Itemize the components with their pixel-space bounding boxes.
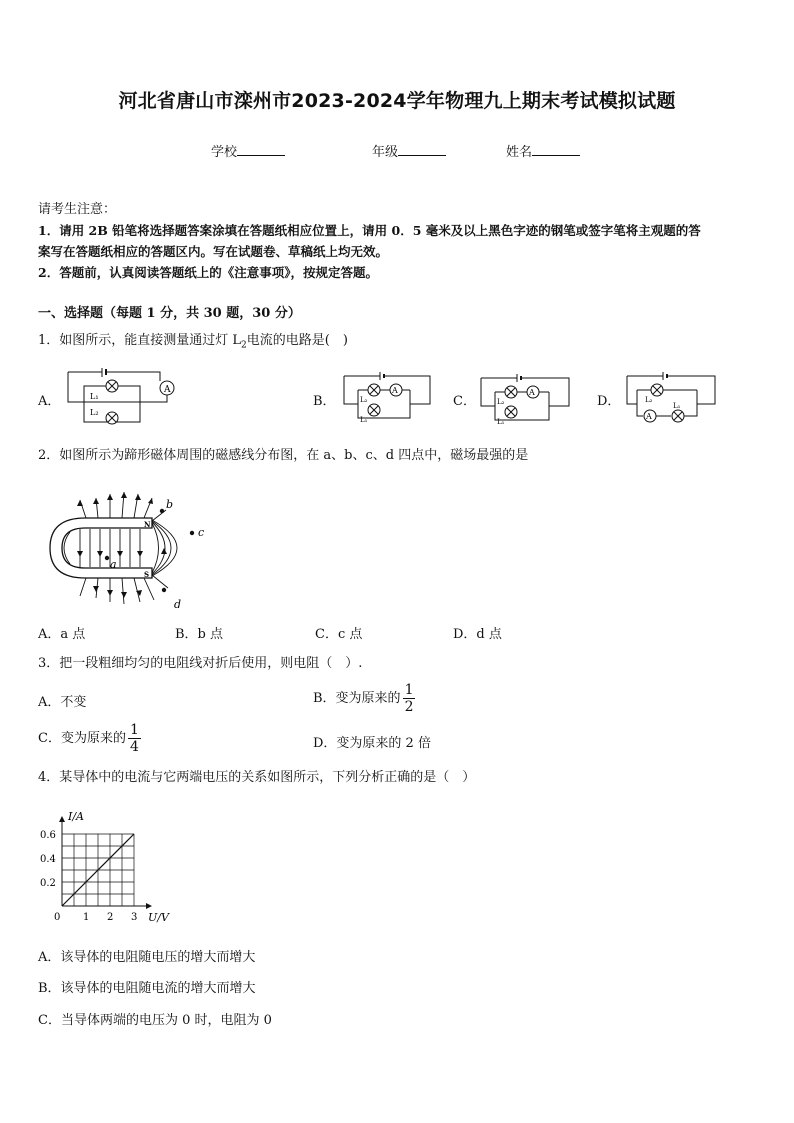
q4-option-c[interactable]: C．当导体两端的电压为 0 时，电阻为 0	[38, 1013, 272, 1028]
q1-option-c-label[interactable]: C．	[453, 394, 476, 409]
name-blank[interactable]	[532, 143, 580, 156]
question-3-stem: 3．把一段粗细均匀的电阻线对折后使用，则电阻（ ）.	[38, 656, 363, 671]
fraction-one-quarter: $\frac{1}{4}$	[129, 722, 139, 755]
point-b-label: b	[166, 498, 174, 511]
point-d-label: d	[174, 598, 182, 611]
x-tick-label: 0	[54, 912, 61, 923]
q3-option-d[interactable]: D．变为原来的 2 倍	[313, 736, 431, 751]
svg-text:S: S	[144, 570, 150, 579]
x-tick-label: 1	[83, 912, 90, 923]
svg-text:L₂: L₂	[90, 408, 99, 417]
page-title: 河北省唐山市滦州市2023-2024学年物理九上期末考试模拟试题	[118, 90, 676, 112]
q1-option-b-label[interactable]: B．	[313, 394, 336, 409]
notice-heading: 请考生注意：	[38, 202, 117, 217]
circuit-b-diagram	[340, 372, 435, 426]
svg-text:L₂: L₂	[645, 396, 653, 404]
notice-item-1: 1．请用 2B 铅笔将选择题答案涂填在答题纸相应位置上，请用 0．5 毫米及以上黑色字迹的钢笔或签字笔将主观题的答	[38, 223, 701, 238]
fraction-one-half: $\frac{1}{2}$	[404, 682, 414, 715]
name-field[interactable]	[506, 141, 580, 160]
x-tick-label: 2	[107, 912, 114, 923]
point-c-label: c	[198, 526, 205, 539]
x-axis-label: U/V	[148, 911, 169, 924]
y-tick-label: 0.6	[40, 830, 56, 841]
circuit-a-diagram	[64, 368, 184, 428]
q2-option-a[interactable]: A．a 点	[38, 627, 86, 642]
svg-text:L₁: L₁	[90, 392, 99, 401]
school-blank[interactable]	[237, 143, 285, 156]
question-1-stem: 1．如图所示，能直接测量通过灯 $L_2$电流的电路是( )	[38, 333, 348, 351]
q1-option-a-label[interactable]: A．	[38, 394, 61, 409]
q4-option-a[interactable]: A．该导体的电阻随电压的增大而增大	[38, 950, 256, 965]
x-tick-label: 3	[131, 912, 138, 923]
grade-blank[interactable]	[398, 143, 446, 156]
circuit-d-diagram	[623, 372, 721, 428]
point-a-label: a	[110, 558, 117, 571]
notice-item-2: 2．答题前，认真阅读答题纸上的《注意事项》，按规定答题。	[38, 265, 378, 280]
svg-text:L₁: L₁	[497, 418, 505, 426]
question-4-stem: 4．某导体中的电流与它两端电压的关系如图所示，下列分析正确的是（ ）	[38, 770, 476, 785]
svg-text:A: A	[529, 388, 535, 397]
magnet-field-diagram	[40, 488, 210, 616]
q2-option-c[interactable]: C．c 点	[315, 627, 363, 642]
name-label: 姓名	[506, 145, 533, 160]
question-2-stem: 2．如图所示为蹄形磁体周围的磁感线分布图，在 a、b、c、d 四点中，磁场最强的是	[38, 448, 529, 463]
y-tick-label: 0.2	[40, 878, 56, 889]
svg-text:L₁: L₁	[673, 402, 681, 410]
q3-option-c[interactable]: C．变为原来的 $\frac{1}{4}$	[38, 722, 139, 755]
svg-text:L₂: L₂	[497, 398, 505, 406]
svg-text:A: A	[392, 386, 398, 395]
y-axis-arrow	[59, 816, 65, 822]
q2-option-d[interactable]: D．d 点	[453, 627, 502, 642]
school-label: 学校	[211, 145, 238, 160]
school-field[interactable]	[211, 141, 285, 160]
q1-option-d-label[interactable]: D．	[597, 394, 621, 409]
notice-item-1-cont: 案写在答题纸相应的答题区内。写在试题卷、草稿纸上均无效。	[38, 244, 389, 259]
current-voltage-chart	[36, 800, 176, 930]
q3-option-a[interactable]: A．不变	[38, 695, 87, 710]
grade-label: 年级	[372, 145, 399, 160]
svg-text:A: A	[646, 412, 652, 421]
q4-option-b[interactable]: B．该导体的电阻随电流的增大而增大	[38, 981, 256, 996]
q2-option-b[interactable]: B．b 点	[175, 627, 224, 642]
x-axis-arrow	[146, 903, 152, 909]
ammeter-label: A	[164, 385, 171, 395]
svg-text:L₁: L₁	[360, 416, 368, 424]
grade-field[interactable]	[372, 141, 446, 160]
section-heading: 一、选择题（每题 1 分，共 30 题，30 分）	[38, 306, 301, 321]
q3-option-b[interactable]: B．变为原来的 $\frac{1}{2}$	[313, 682, 414, 715]
svg-text:L₂: L₂	[360, 396, 368, 404]
circuit-c-diagram	[477, 374, 575, 428]
y-tick-label: 0.4	[40, 854, 56, 865]
y-axis-label: I/A	[68, 810, 84, 823]
svg-text:N: N	[144, 520, 151, 529]
